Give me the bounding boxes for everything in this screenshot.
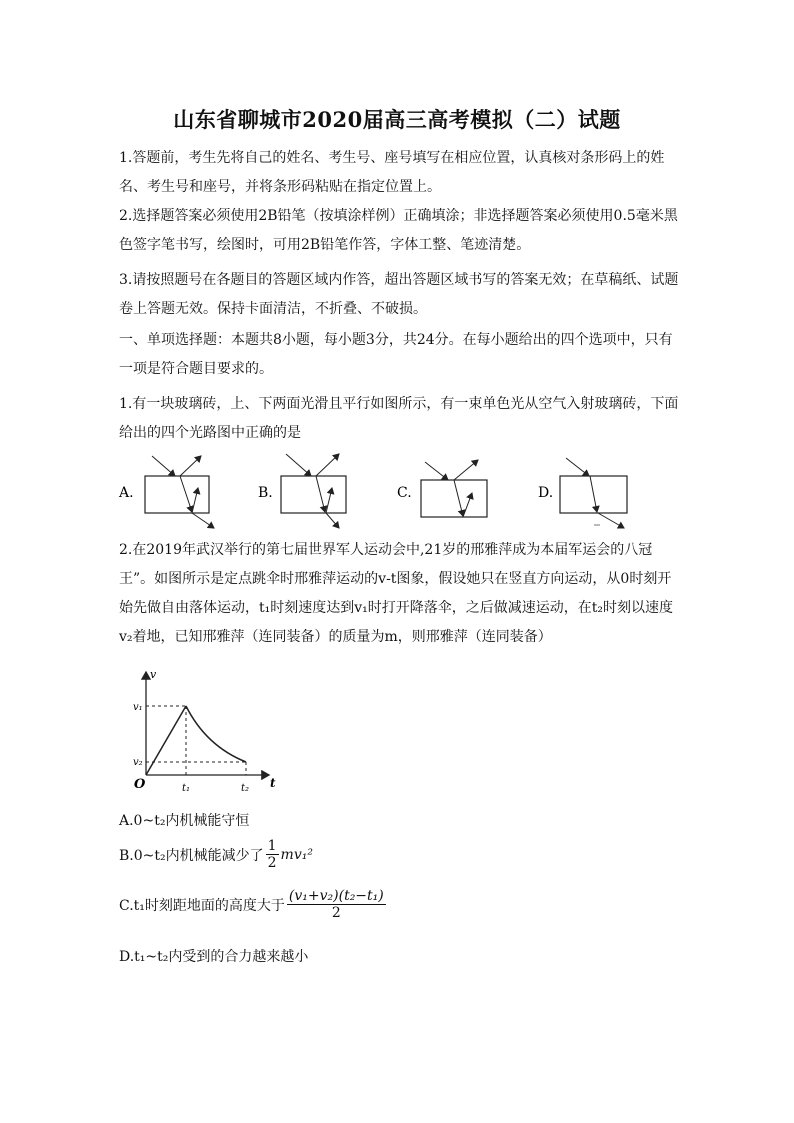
t1-label: t₁ [182, 783, 191, 794]
reflect-up-c [463, 493, 472, 517]
option-b [119, 838, 313, 871]
vt-graph [134, 666, 304, 801]
reflected-ray-a [180, 456, 201, 476]
reflected-ray-b [316, 454, 339, 476]
option-d: D.t₁~t₂内受到的合力越来越小 [119, 949, 309, 965]
emergent-ray-d [598, 513, 624, 528]
option-a: A.0~t₂内机械能守恒 [119, 813, 250, 829]
q2-stem-wrap [119, 536, 685, 652]
incident-ray-b [286, 454, 311, 476]
refracted-ray-c [454, 480, 463, 516]
label-a: A. [119, 485, 134, 501]
incident-ray-d [566, 458, 589, 476]
reflect-up-b [326, 488, 332, 513]
page-title: 山东省聊城市2020届高三高考模拟（二）试题 [173, 107, 621, 132]
option-b-prefix: B.0~t₂内机械能减少了 [119, 847, 264, 864]
option-b-fraction [266, 838, 279, 871]
v-axis-label: v [150, 668, 157, 681]
v1-label: v₁ [133, 702, 143, 713]
section-heading-wrap [119, 326, 685, 384]
incident-ray-a [152, 456, 175, 476]
section-heading: 一、单项选择题：本题共8小题，每小题3分，共24分。在每小题给出的四个选项中，只有一项是符合题目要求的。 [119, 332, 673, 377]
emergent-ray-b [326, 513, 339, 528]
instructions-3-wrap [119, 266, 685, 324]
option-c-numerator: (v₁+v₂)(t₂−t₁) [288, 888, 384, 904]
q1-stem: 1.有一块玻璃砖，上、下两面光滑且平行如图所示，有一束单色光从空气入射玻璃砖，下面给出的四个光路图中正确的是 [119, 396, 679, 441]
incident-ray-c [425, 462, 448, 480]
refracted-ray-d [590, 476, 597, 512]
glass-block-c [421, 480, 487, 517]
reflect-up-a [192, 488, 198, 513]
figure-b [258, 454, 346, 528]
instruction-1: 1.答题前，考生先将自己的姓名、考生号、座号填写在相应位置，认真核对条形码上的姓名、考生号和座号，并将条形码粘贴在指定位置上。 [119, 150, 665, 195]
decel-curve [186, 706, 246, 762]
accel-line [146, 706, 186, 775]
refracted-ray-a [180, 476, 192, 512]
instruction-3: 3.请按照题号在各题目的答题区域内作答，超出答题区域书写的答案无效；在草稿纸、试题卷上答题无效。保持卡面清洁，不折叠、不破损。 [119, 272, 679, 317]
label-b: B. [258, 485, 273, 501]
q1-stem-wrap [119, 390, 685, 448]
label-c: C. [397, 485, 412, 501]
v2-label: v₂ [133, 757, 143, 768]
origin-label: O [134, 777, 146, 792]
option-c-denominator: 2 [331, 905, 341, 921]
emergent-ray-a [192, 513, 214, 528]
option-c [119, 888, 386, 921]
t-axis-label: t [270, 776, 276, 790]
figure-c [397, 460, 487, 517]
glass-block-a [145, 476, 209, 513]
instruction-2: 2.选择题答案必须使用2B铅笔（按填涂样例）正确填涂；非选择题答案必须使用0.5毫米黑色签字笔书写，绘图时，可用2B铅笔作答，字体工整、笔迹清楚。 [119, 208, 678, 253]
option-b-denominator: 2 [267, 855, 277, 871]
refracted-ray-b [316, 476, 325, 512]
option-c-fraction [287, 888, 386, 921]
option-c-prefix: C.t₁时刻距地面的高度大于 [119, 897, 285, 914]
figure-d [538, 458, 627, 528]
reflected-ray-c [454, 460, 478, 480]
instructions-2-wrap [119, 202, 685, 260]
figure-a [118, 456, 214, 528]
option-b-tail: mv₁² [280, 846, 313, 863]
t2-label: t₂ [241, 783, 250, 794]
q1-figures [0, 448, 794, 548]
instructions [119, 144, 685, 202]
label-d: D. [538, 485, 554, 501]
q2-stem: 2.在2019年武汉举行的第七届世界军人运动会中,21岁的邢雅萍成为本届军运会的八冠王”。如图所示是定点跳伞时邢雅萍运动的v-t图象，假设她只在竖直方向运动，从0时刻开始先做自由落体运动，t₁时刻速度达到v₁时打开降落伞，之后做减速运动，在t₂时刻以速度v₂着地，已知邢雅萍（连同装备）的质量为m，则邢雅萍（连同装备） [119, 542, 673, 645]
glass-block-b [281, 476, 346, 513]
option-b-numerator: 1 [267, 838, 277, 854]
